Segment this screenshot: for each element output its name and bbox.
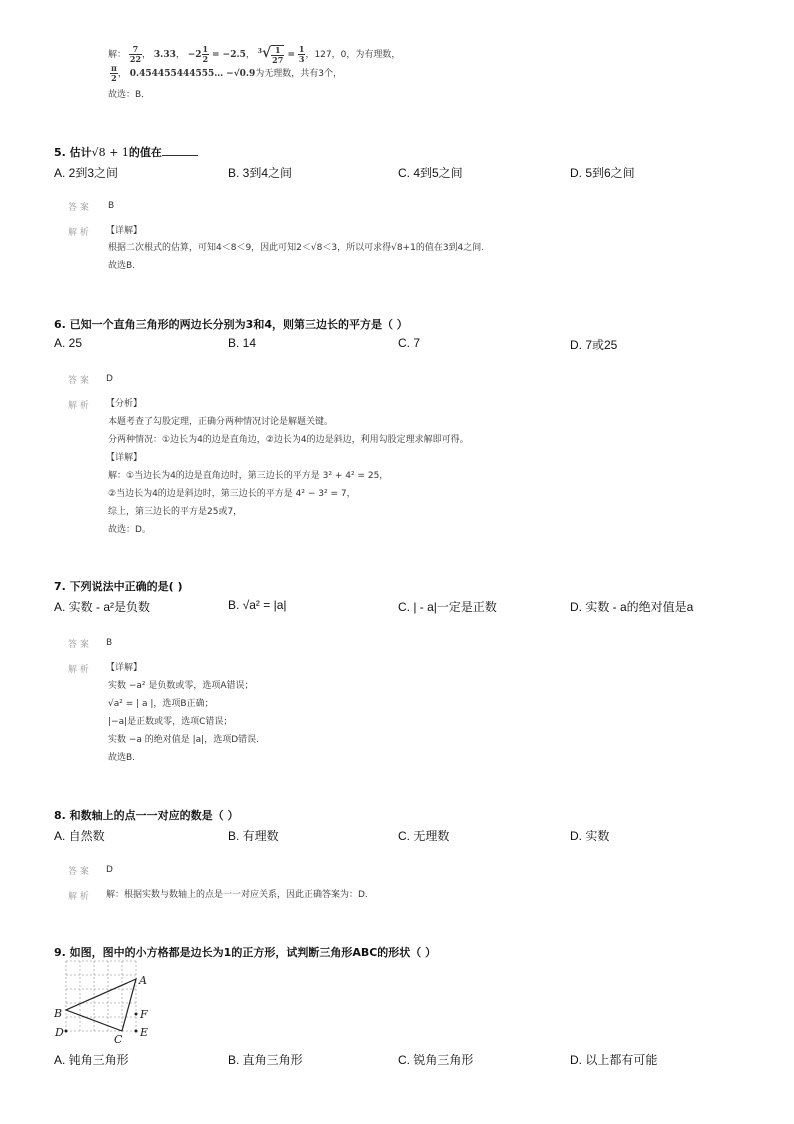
q9-option-c: C. 锐角三角形 xyxy=(398,1053,474,1067)
q6-analysis-1: 【分析】 xyxy=(106,399,143,409)
fraction-7-22: $\frac{7}{22}$ xyxy=(129,44,142,64)
q6-option-d: D. 7或25 xyxy=(570,338,618,352)
q5-option-c: C. 4到5之间 xyxy=(398,166,463,180)
q7-analysis-3: √a² = | a |，选项B正确； xyxy=(108,699,214,709)
label-c: C xyxy=(114,1033,123,1044)
q8-option-b: B. 有理数 xyxy=(228,829,279,843)
q6-analysis-label: 解 析 xyxy=(68,401,89,411)
q9-option-b: B. 直角三角形 xyxy=(228,1053,303,1067)
label-b: B xyxy=(54,1007,63,1020)
q6-option-c: C. 7 xyxy=(398,336,421,350)
q9-option-d: D. 以上都有可能 xyxy=(570,1053,658,1067)
q8-answer: D xyxy=(106,865,113,875)
q8-option-a: A. 自然数 xyxy=(54,829,105,843)
q7-analysis-4: |−a|是正数或零，选项C错误； xyxy=(108,717,233,727)
q5-analysis-label: 解 析 xyxy=(68,228,89,238)
q5-answer: B xyxy=(108,201,115,211)
q4-conclusion: 故选：B． xyxy=(108,90,151,100)
q6-option-a: A. 25 xyxy=(54,336,83,350)
q7-analysis-5: 实数 −a 的绝对值是 |a|，选项D错误. xyxy=(108,735,260,745)
q5-analysis-1: 【详解】 xyxy=(106,226,143,236)
q6-analysis-6: ②当边长为4的边是斜边时，第三边长的平方是 4² − 3² = 7， xyxy=(108,489,356,499)
point-d xyxy=(65,1030,68,1033)
q7-option-b: B. √a² = |a| xyxy=(228,598,287,612)
q7-answer-label: 答 案 xyxy=(68,640,89,650)
triangle-grid-figure xyxy=(54,958,164,1044)
q7-analysis-1: 【详解】 xyxy=(106,663,143,673)
q6-analysis-7: 综上，第三边长的平方是25或7， xyxy=(108,507,243,517)
q7-analysis-2: 实数 −a² 是负数或零，选项A错误； xyxy=(108,681,254,691)
q5-option-a: A. 2到3之间 xyxy=(54,166,119,180)
label-d: D xyxy=(55,1026,64,1039)
q6-analysis-4: 【详解】 xyxy=(106,453,143,463)
q5-option-d: D. 5到6之间 xyxy=(570,166,635,180)
q4-solution-line2: $\frac{\pi}{2}$ ， 0.454455444555… −√0.9为无理数，共有3个， xyxy=(111,63,343,83)
q7-option-c: C. | - a|一定是正数 xyxy=(398,600,497,614)
q5-analysis-3: 故选B. xyxy=(108,261,136,271)
q7-analysis-label: 解 析 xyxy=(68,665,89,675)
q6-answer: D xyxy=(106,374,113,384)
q4-solution-line1: 解： $\frac{7}{22}$ ， 3.33， −2 $\frac{1}{2}$ = −2.5， $^3$√ $\frac{1}{27}$ = $\frac{1}{3}$ ，127，0，为有理数， xyxy=(108,44,401,65)
solution-prefix: 解： xyxy=(108,50,127,60)
q6-analysis-5: 解：①当边长为4的边是直角边时，第三边长的平方是 3² + 4² = 25， xyxy=(108,471,389,481)
label-f: F xyxy=(140,1008,148,1021)
point-e xyxy=(135,1030,138,1033)
triangle-abc xyxy=(66,979,136,1031)
q5-option-b: B. 3到4之间 xyxy=(228,166,293,180)
q7-answer: B xyxy=(106,638,113,648)
q8-option-c: C. 无理数 xyxy=(398,829,450,843)
value-3-33: 3.33 xyxy=(153,50,176,60)
q6-answer-label: 答 案 xyxy=(68,376,89,386)
fraction-1-2: $\frac{1}{2}$ xyxy=(202,44,209,64)
q8-analysis-1: 解：根据实数与数轴上的点是一一对应关系，因此正确答案为：D. xyxy=(106,890,368,900)
q7-option-a: A. 实数 - a²是负数 xyxy=(54,600,151,614)
q6-analysis-3: 分两种情况：①边长为4的边是直角边，②边长为4的边是斜边，利用勾股定理求解即可得。 xyxy=(108,435,469,445)
q8-title: 8. 和数轴上的点一一对应的数是（ ） xyxy=(54,809,239,822)
q8-answer-label: 答 案 xyxy=(68,867,89,877)
q9-option-a: A. 钝角三角形 xyxy=(54,1053,129,1067)
q8-option-d: D. 实数 xyxy=(570,829,610,843)
answer-blank xyxy=(162,145,198,156)
fraction-pi-2: $\frac{\pi}{2}$ xyxy=(111,63,117,83)
fraction-1-3: $\frac{1}{3}$ xyxy=(298,44,305,64)
q9-title: 9. 如图，图中的小方格都是边长为1的正方形，试判断三角形ABC的形状（ ） xyxy=(54,946,437,959)
label-a: A xyxy=(139,974,147,987)
q6-analysis-8: 故选：D。 xyxy=(108,525,151,535)
q7-analysis-6: 故选B. xyxy=(108,753,136,763)
label-e: E xyxy=(140,1026,149,1039)
q5-title: 5. 估计√8 + 1的值在 xyxy=(54,144,198,160)
q5-answer-label: 答 案 xyxy=(68,203,89,213)
q6-analysis-2: 本题考查了勾股定理，正确分两种情况讨论是解题关键。 xyxy=(108,417,334,427)
q6-option-b: B. 14 xyxy=(228,336,257,350)
q7-title: 7. 下列说法中正确的是( ) xyxy=(54,580,183,593)
q6-title: 6. 已知一个直角三角形的两边长分别为3和4，则第三边长的平方是（ ） xyxy=(54,318,408,331)
q7-option-d: D. 实数 - a的绝对值是a xyxy=(570,600,694,614)
q5-analysis-2: 根据二次根式的估算，可知4＜8＜9，因此可知2＜√8＜3，所以可求得√8+1的值在3到4之间. xyxy=(108,243,485,253)
point-f xyxy=(135,1013,138,1016)
q8-analysis-label: 解 析 xyxy=(68,892,89,902)
cube-root-expression: $^3$√ $\frac{1}{27}$ xyxy=(257,44,284,65)
